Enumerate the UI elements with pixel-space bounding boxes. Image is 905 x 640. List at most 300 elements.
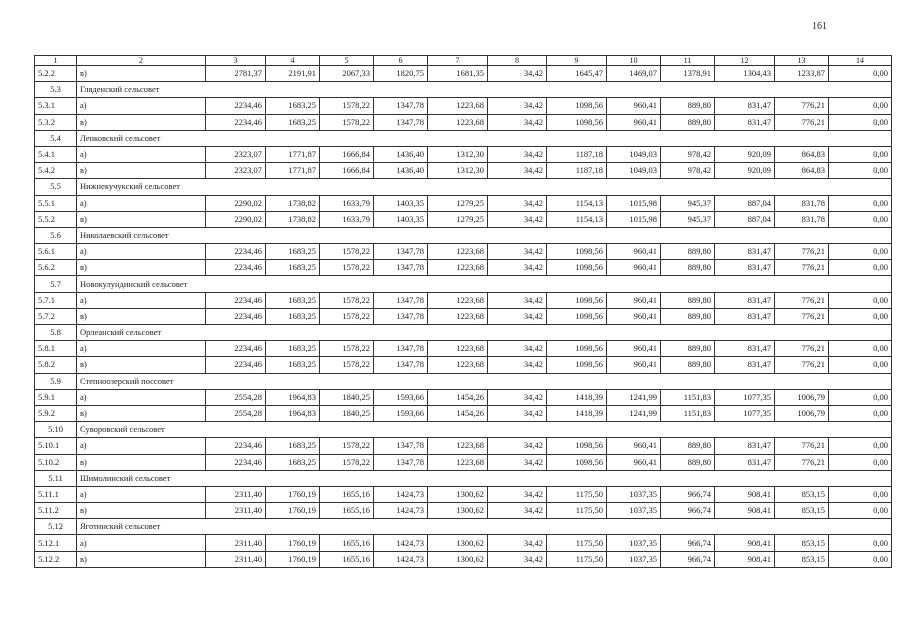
value-cell: 1347,78 [374,357,428,373]
value-cell: 1279,25 [428,211,488,227]
column-number: 5 [320,56,374,66]
value-cell: 1187,18 [547,163,607,179]
value-cell: 34,42 [488,341,547,357]
value-cell: 831,47 [715,98,775,114]
value-cell: 1403,35 [374,195,428,211]
value-cell: 1738,82 [266,211,320,227]
row-description: в) [77,260,206,276]
row-code: 5.12.2 [35,551,77,567]
value-cell: 978,42 [661,163,715,179]
value-cell: 1666,84 [320,146,374,162]
value-cell: 1578,22 [320,308,374,324]
value-cell: 1424,73 [374,503,428,519]
row-code: 5.6.2 [35,260,77,276]
value-cell: 0,00 [829,308,892,324]
value-cell: 34,42 [488,195,547,211]
row-code: 5.5.1 [35,195,77,211]
value-cell: 1304,43 [715,66,775,82]
value-cell: 864,83 [775,163,829,179]
value-cell: 908,41 [715,551,775,567]
section-title: Степноозерский поссовет [77,373,892,389]
value-cell: 831,78 [775,195,829,211]
value-cell: 1098,56 [547,292,607,308]
value-cell: 945,37 [661,211,715,227]
value-cell: 0,00 [829,260,892,276]
value-cell: 1223,68 [428,98,488,114]
value-cell: 960,41 [607,260,661,276]
value-cell: 1098,56 [547,341,607,357]
value-cell: 831,47 [715,260,775,276]
value-cell: 1578,22 [320,114,374,130]
section-code: 5.10 [35,422,77,438]
value-cell: 0,00 [829,535,892,551]
value-cell: 0,00 [829,438,892,454]
value-cell: 1223,68 [428,260,488,276]
value-cell: 1840,25 [320,389,374,405]
section-title: Суворовский сельсовет [77,422,892,438]
value-cell: 0,00 [829,389,892,405]
row-code: 5.11.1 [35,486,77,502]
table-row [35,211,892,227]
value-cell: 1037,35 [607,551,661,567]
section-code: 5.11 [35,470,77,486]
table-row [35,114,892,130]
value-cell: 889,80 [661,114,715,130]
value-cell: 1223,68 [428,292,488,308]
value-cell: 889,80 [661,292,715,308]
value-cell: 1223,68 [428,244,488,260]
section-row [35,179,892,195]
value-cell: 1738,82 [266,195,320,211]
section-title: Ленковский сельсовет [77,130,892,146]
value-cell: 966,74 [661,486,715,502]
value-cell: 0,00 [829,454,892,470]
value-cell: 1347,78 [374,341,428,357]
value-cell: 2234,46 [206,114,266,130]
value-cell: 1300,62 [428,535,488,551]
value-cell: 1403,35 [374,211,428,227]
value-cell: 1037,35 [607,503,661,519]
row-description: а) [77,195,206,211]
table-row [35,438,892,454]
value-cell: 1645,47 [547,66,607,82]
value-cell: 776,21 [775,454,829,470]
section-code: 5.7 [35,276,77,292]
value-cell: 2234,46 [206,244,266,260]
value-cell: 1593,66 [374,405,428,421]
value-cell: 1175,50 [547,551,607,567]
row-description: а) [77,341,206,357]
value-cell: 1683,25 [266,244,320,260]
table-row [35,292,892,308]
value-cell: 2323,07 [206,163,266,179]
section-code: 5.3 [35,82,77,98]
value-cell: 0,00 [829,98,892,114]
value-cell: 0,00 [829,66,892,82]
value-cell: 1098,56 [547,454,607,470]
value-cell: 1049,03 [607,163,661,179]
value-cell: 945,37 [661,195,715,211]
value-cell: 889,80 [661,244,715,260]
value-cell: 1683,25 [266,260,320,276]
value-cell: 1454,26 [428,405,488,421]
column-number: 13 [775,56,829,66]
value-cell: 966,74 [661,551,715,567]
value-cell: 1154,13 [547,195,607,211]
value-cell: 1578,22 [320,292,374,308]
section-code: 5.9 [35,373,77,389]
row-description: в) [77,66,206,82]
value-cell: 1771,87 [266,163,320,179]
section-row [35,373,892,389]
value-cell: 776,21 [775,260,829,276]
value-cell: 2781,37 [206,66,266,82]
value-cell: 34,42 [488,292,547,308]
value-cell: 1175,50 [547,535,607,551]
value-cell: 1578,22 [320,357,374,373]
value-cell: 1077,35 [715,405,775,421]
table-row [35,503,892,519]
value-cell: 1655,16 [320,486,374,502]
value-cell: 776,21 [775,308,829,324]
value-cell: 34,42 [488,308,547,324]
row-description: а) [77,438,206,454]
value-cell: 853,15 [775,535,829,551]
value-cell: 0,00 [829,551,892,567]
value-cell: 831,78 [775,211,829,227]
value-cell: 831,47 [715,114,775,130]
value-cell: 960,41 [607,308,661,324]
value-cell: 2234,46 [206,357,266,373]
value-cell: 1300,62 [428,551,488,567]
value-cell: 1279,25 [428,195,488,211]
row-description: в) [77,163,206,179]
row-description: а) [77,146,206,162]
value-cell: 0,00 [829,146,892,162]
row-description: а) [77,486,206,502]
value-cell: 1223,68 [428,454,488,470]
value-cell: 920,09 [715,163,775,179]
value-cell: 889,80 [661,308,715,324]
value-cell: 1187,18 [547,146,607,162]
row-description: а) [77,535,206,551]
value-cell: 0,00 [829,114,892,130]
value-cell: 831,47 [715,438,775,454]
row-description: в) [77,405,206,421]
value-cell: 1655,16 [320,535,374,551]
value-cell: 1347,78 [374,292,428,308]
value-cell: 1175,50 [547,486,607,502]
value-cell: 1683,25 [266,308,320,324]
value-cell: 1683,25 [266,114,320,130]
value-cell: 2234,46 [206,260,266,276]
row-code: 5.2.2 [35,66,77,82]
section-row [35,519,892,535]
value-cell: 1223,68 [428,341,488,357]
row-code: 5.7.1 [35,292,77,308]
value-cell: 908,41 [715,486,775,502]
section-title: Шимолинский сельсовет [77,470,892,486]
row-description: в) [77,454,206,470]
value-cell: 831,47 [715,341,775,357]
value-cell: 0,00 [829,503,892,519]
value-cell: 1633,79 [320,211,374,227]
value-cell: 960,41 [607,454,661,470]
value-cell: 853,15 [775,551,829,567]
value-cell: 1683,25 [266,341,320,357]
table-row [35,98,892,114]
table-row [35,146,892,162]
column-number: 12 [715,56,775,66]
value-cell: 1418,39 [547,389,607,405]
table-row [35,454,892,470]
section-code: 5.6 [35,227,77,243]
value-cell: 1223,68 [428,114,488,130]
value-cell: 1151,83 [661,389,715,405]
value-cell: 831,47 [715,244,775,260]
section-row [35,130,892,146]
value-cell: 889,80 [661,98,715,114]
table-row [35,551,892,567]
value-cell: 1820,75 [374,66,428,82]
row-code: 5.9.1 [35,389,77,405]
value-cell: 1347,78 [374,260,428,276]
value-cell: 1424,73 [374,551,428,567]
value-cell: 960,41 [607,98,661,114]
value-cell: 1015,98 [607,211,661,227]
value-cell: 1151,83 [661,405,715,421]
value-cell: 1006,79 [775,389,829,405]
value-cell: 1347,78 [374,454,428,470]
row-code: 5.7.2 [35,308,77,324]
value-cell: 2311,40 [206,535,266,551]
value-cell: 978,42 [661,146,715,162]
value-cell: 34,42 [488,535,547,551]
value-cell: 1175,50 [547,503,607,519]
value-cell: 889,80 [661,357,715,373]
value-cell: 2311,40 [206,503,266,519]
value-cell: 1312,30 [428,163,488,179]
row-code: 5.8.1 [35,341,77,357]
value-cell: 34,42 [488,357,547,373]
value-cell: 1840,25 [320,405,374,421]
value-cell: 887,04 [715,211,775,227]
table-row [35,163,892,179]
value-cell: 0,00 [829,357,892,373]
value-cell: 1578,22 [320,98,374,114]
value-cell: 908,41 [715,503,775,519]
value-cell: 1683,25 [266,357,320,373]
value-cell: 1049,03 [607,146,661,162]
value-cell: 1006,79 [775,405,829,421]
value-cell: 1015,98 [607,195,661,211]
value-cell: 2554,28 [206,405,266,421]
column-number: 1 [35,56,77,66]
value-cell: 34,42 [488,486,547,502]
section-title: Глядeнский сельсовет [77,82,892,98]
value-cell: 1666,84 [320,163,374,179]
value-cell: 1578,22 [320,260,374,276]
section-code: 5.5 [35,179,77,195]
value-cell: 1683,25 [266,292,320,308]
row-description: в) [77,114,206,130]
value-cell: 1098,56 [547,357,607,373]
row-description: а) [77,389,206,405]
row-code: 5.4.2 [35,163,77,179]
value-cell: 2234,46 [206,292,266,308]
table-row [35,389,892,405]
table-row [35,195,892,211]
value-cell: 2191,91 [266,66,320,82]
value-cell: 2234,46 [206,308,266,324]
row-description: а) [77,244,206,260]
value-cell: 34,42 [488,551,547,567]
table-row [35,405,892,421]
value-cell: 0,00 [829,486,892,502]
value-cell: 831,47 [715,308,775,324]
row-code: 5.9.2 [35,405,77,421]
value-cell: 1098,56 [547,438,607,454]
column-number: 11 [661,56,715,66]
row-description: в) [77,357,206,373]
value-cell: 776,21 [775,98,829,114]
value-cell: 1760,19 [266,535,320,551]
table-row [35,357,892,373]
value-cell: 0,00 [829,405,892,421]
value-cell: 776,21 [775,341,829,357]
section-row [35,82,892,98]
section-title: Николаевский сельсовет [77,227,892,243]
table-row [35,535,892,551]
value-cell: 889,80 [661,260,715,276]
value-cell: 34,42 [488,163,547,179]
value-cell: 0,00 [829,211,892,227]
value-cell: 0,00 [829,292,892,308]
value-cell: 1223,68 [428,308,488,324]
value-cell: 776,21 [775,244,829,260]
value-cell: 2290,02 [206,195,266,211]
column-number: 10 [607,56,661,66]
value-cell: 1223,68 [428,357,488,373]
value-cell: 1077,35 [715,389,775,405]
row-description: а) [77,98,206,114]
value-cell: 1347,78 [374,308,428,324]
value-cell: 1098,56 [547,98,607,114]
section-row [35,227,892,243]
value-cell: 1633,79 [320,195,374,211]
value-cell: 960,41 [607,341,661,357]
table-row [35,486,892,502]
value-cell: 966,74 [661,535,715,551]
value-cell: 966,74 [661,503,715,519]
value-cell: 34,42 [488,260,547,276]
value-cell: 1424,73 [374,486,428,502]
value-cell: 34,42 [488,98,547,114]
value-cell: 34,42 [488,503,547,519]
section-code: 5.8 [35,325,77,341]
section-title: Новокулундинский сельсовет [77,276,892,292]
value-cell: 1347,78 [374,438,428,454]
value-cell: 2554,28 [206,389,266,405]
value-cell: 0,00 [829,195,892,211]
value-cell: 1378,91 [661,66,715,82]
value-cell: 776,21 [775,357,829,373]
value-cell: 2311,40 [206,486,266,502]
value-cell: 1233,87 [775,66,829,82]
table-row [35,66,892,82]
row-code: 5.12.1 [35,535,77,551]
value-cell: 1469,07 [607,66,661,82]
column-number: 3 [206,56,266,66]
value-cell: 34,42 [488,146,547,162]
value-cell: 1655,16 [320,551,374,567]
value-cell: 1300,62 [428,486,488,502]
section-code: 5.12 [35,519,77,535]
value-cell: 34,42 [488,114,547,130]
value-cell: 960,41 [607,438,661,454]
value-cell: 960,41 [607,292,661,308]
value-cell: 1037,35 [607,535,661,551]
row-description: а) [77,292,206,308]
row-code: 5.6.1 [35,244,77,260]
row-description: в) [77,551,206,567]
value-cell: 1593,66 [374,389,428,405]
value-cell: 1037,35 [607,486,661,502]
tariff-table [34,55,892,568]
value-cell: 776,21 [775,292,829,308]
value-cell: 853,15 [775,486,829,502]
value-cell: 34,42 [488,438,547,454]
header-row [35,56,892,66]
column-number: 7 [428,56,488,66]
value-cell: 1347,78 [374,114,428,130]
value-cell: 889,80 [661,438,715,454]
value-cell: 1454,26 [428,389,488,405]
column-number: 9 [547,56,607,66]
value-cell: 2067,33 [320,66,374,82]
value-cell: 2234,46 [206,438,266,454]
value-cell: 1154,13 [547,211,607,227]
value-cell: 1098,56 [547,114,607,130]
value-cell: 1964,83 [266,405,320,421]
table-row [35,244,892,260]
value-cell: 34,42 [488,454,547,470]
value-cell: 1098,56 [547,308,607,324]
value-cell: 2234,46 [206,454,266,470]
value-cell: 853,15 [775,503,829,519]
section-title: Яготинский сельсовет [77,519,892,535]
row-code: 5.5.2 [35,211,77,227]
value-cell: 960,41 [607,357,661,373]
section-code: 5.4 [35,130,77,146]
column-number: 14 [829,56,892,66]
value-cell: 2290,02 [206,211,266,227]
value-cell: 908,41 [715,535,775,551]
value-cell: 1760,19 [266,503,320,519]
value-cell: 1683,25 [266,98,320,114]
value-cell: 34,42 [488,244,547,260]
value-cell: 776,21 [775,114,829,130]
row-description: в) [77,503,206,519]
value-cell: 1347,78 [374,98,428,114]
column-number: 2 [77,56,206,66]
value-cell: 34,42 [488,66,547,82]
value-cell: 2234,46 [206,98,266,114]
row-code: 5.11.2 [35,503,77,519]
value-cell: 1436,40 [374,146,428,162]
value-cell: 1683,25 [266,438,320,454]
table-row [35,341,892,357]
